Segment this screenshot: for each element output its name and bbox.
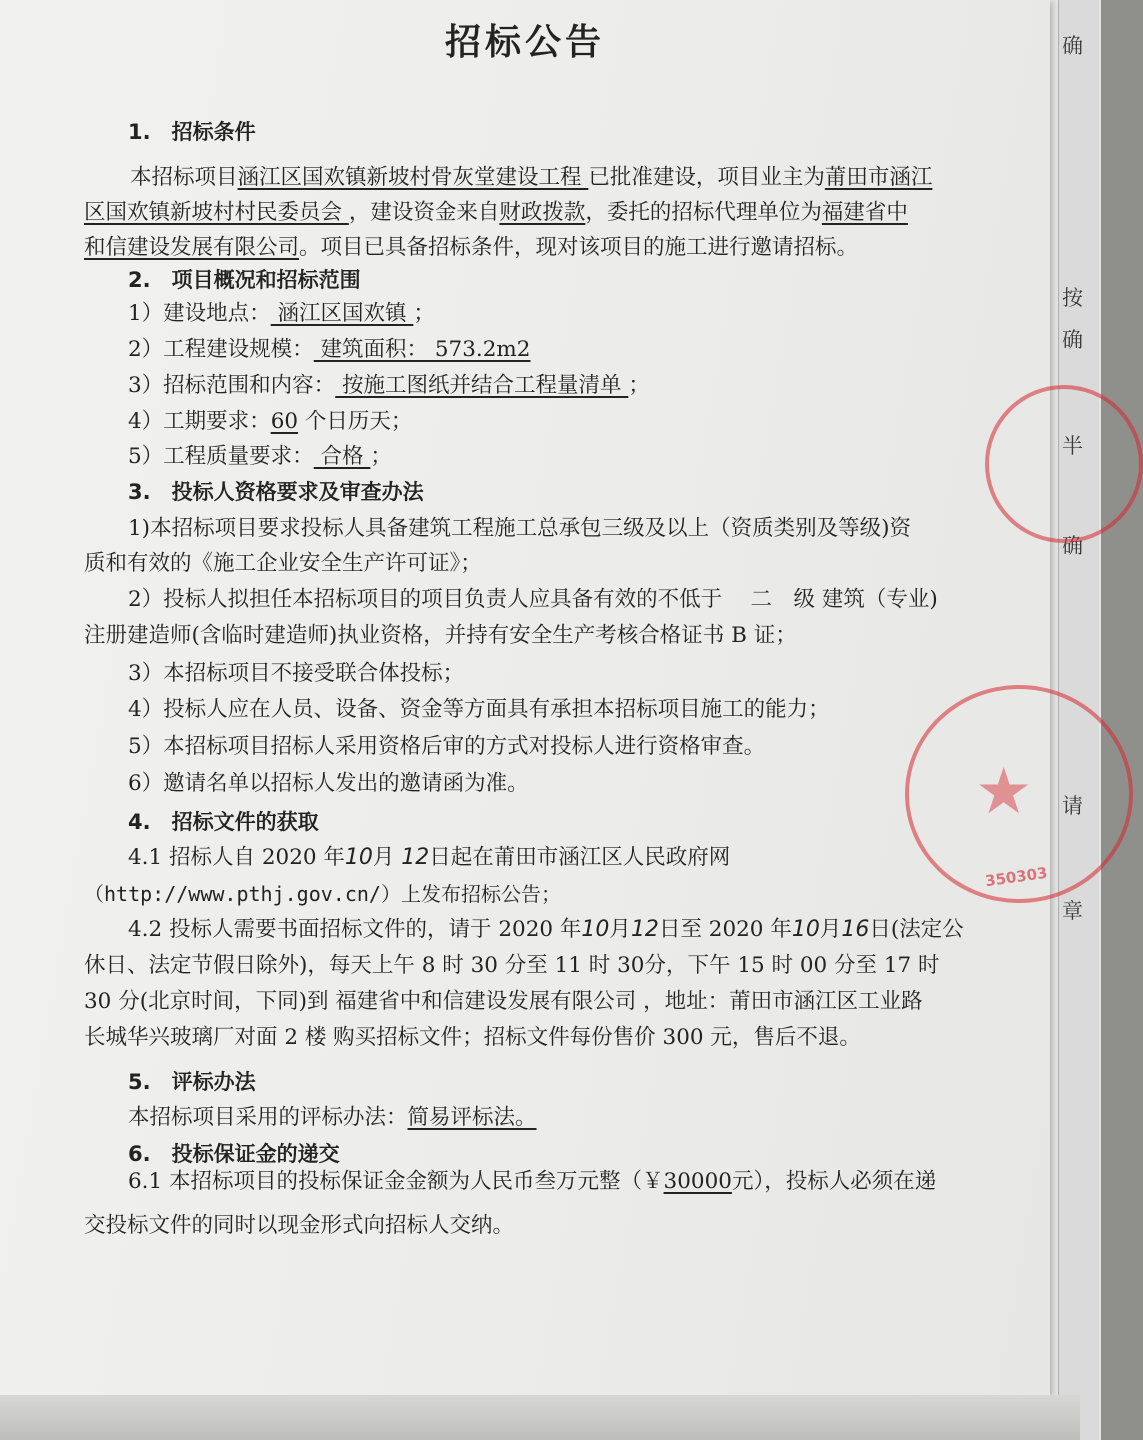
text: ； bbox=[628, 373, 650, 398]
owner-name: 莆田市涵江 bbox=[824, 165, 933, 190]
handwritten-month: 10 bbox=[344, 845, 373, 870]
label: 3）招标范围和内容： bbox=[128, 373, 336, 398]
section-1-line-1 bbox=[130, 164, 932, 192]
agent-name: 福建省中 bbox=[821, 200, 908, 225]
page-bottom-edge bbox=[0, 1395, 1080, 1440]
qualification-4: 4）投标人应在人员、设备、资金等方面具有承担本招标项目施工的能力； bbox=[128, 697, 830, 722]
qualification-1a: 1)本招标项目要求投标人具备建筑工程施工总承包三级及以上（资质类别及等级)资 bbox=[128, 516, 911, 541]
label: 2）工程建设规模： bbox=[128, 337, 314, 362]
evaluation-method bbox=[128, 1104, 537, 1132]
text: 日至 2020 年 bbox=[658, 917, 792, 942]
text: 4.2 投标人需要书面招标文件的，请于 2020 年 bbox=[128, 917, 582, 942]
value: 建筑面积： 573.2m2 bbox=[313, 337, 531, 362]
text: 月 bbox=[372, 845, 395, 870]
method-value: 简易评标法。 bbox=[407, 1105, 537, 1130]
quality-requirement bbox=[128, 443, 392, 471]
edge-glyph: 请 bbox=[1062, 794, 1083, 818]
qualification-5: 5）本招标项目招标人采用资格后审的方式对投标人进行资格审查。 bbox=[128, 734, 766, 759]
handwritten-month: 10 bbox=[791, 917, 820, 942]
value: 按施工图纸并结合工程量清单 bbox=[335, 373, 629, 398]
qualification-2a: 2）投标人拟担任本招标项目的项目负责人应具备有效的不低于 二 级 建筑（专业) bbox=[128, 587, 938, 612]
doc-purchase-1 bbox=[128, 916, 964, 944]
qualification-3: 3）本招标项目不接受联合体投标； bbox=[128, 661, 465, 686]
agent-name: 和信建设发展有限公司 bbox=[84, 235, 300, 260]
text: ； bbox=[370, 444, 392, 469]
edge-glyph: 按 bbox=[1062, 286, 1083, 310]
text: 已批准建设，项目业主为 bbox=[588, 165, 825, 190]
section-4-heading: 4. 招标文件的获取 bbox=[128, 810, 319, 834]
text: 。项目已具备招标条件，现对该项目的施工进行邀请招标。 bbox=[299, 235, 859, 260]
section-1-line-3 bbox=[84, 234, 858, 262]
handwritten-day: 12 bbox=[630, 917, 659, 942]
text: 个日历天； bbox=[298, 409, 413, 434]
value: 60 bbox=[270, 409, 299, 434]
text: 4.1 招标人自 2020 年 bbox=[128, 845, 345, 870]
edge-glyph: 半 bbox=[1062, 434, 1083, 458]
page-title: 招标公告 bbox=[444, 21, 605, 63]
label: 5）工程质量要求： bbox=[128, 444, 314, 469]
project-name: 涵江区国欢镇新坡村骨灰堂建设工程 bbox=[237, 165, 589, 190]
section-6-heading: 6. 投标保证金的递交 bbox=[128, 1142, 340, 1166]
text: 本招标项目采用的评标办法： bbox=[128, 1105, 408, 1130]
text: ； bbox=[413, 301, 435, 326]
edge-glyph: 确 bbox=[1062, 534, 1083, 558]
text: 月 bbox=[819, 917, 842, 942]
duration bbox=[128, 408, 412, 436]
deposit-1 bbox=[128, 1168, 936, 1196]
section-1-heading: 1. 招标条件 bbox=[128, 120, 256, 144]
section-3-heading: 3. 投标人资格要求及审查办法 bbox=[128, 480, 424, 504]
website-url: （http://www.pthj.gov.cn/）上发布招标公告； bbox=[84, 882, 561, 906]
label: 1）建设地点： bbox=[128, 301, 271, 326]
text: 6.1 本招标项目的投标保证金金额为人民币叁万元整（￥ bbox=[128, 1169, 664, 1194]
doc-purchase-2: 休日、法定节假日除外)，每天上午 8 时 30 分至 11 时 30分，下午 15 时 00 分至 17 时 bbox=[84, 953, 940, 978]
seal-stamp-code: 350303 bbox=[984, 863, 1049, 891]
deposit-amount: 30000 bbox=[663, 1169, 732, 1194]
value: 涵江区国欢镇 bbox=[270, 301, 414, 326]
doc-purchase-3: 30 分(北京时间，下同)到 福建省中和信建设发展有限公司 ，地址：莆田市涵江区工业路 bbox=[84, 989, 923, 1014]
text: 日(法定公 bbox=[869, 917, 964, 942]
label: 4）工期要求： bbox=[128, 409, 271, 434]
fund-source: 财政拨款 bbox=[499, 200, 586, 225]
star-icon: ★ bbox=[975, 755, 1033, 829]
text: ，委托的招标代理单位为 bbox=[585, 200, 822, 225]
qualification-2b: 注册建造师(含临时建造师)执业资格，并持有安全生产考核合格证书 B 证； bbox=[84, 623, 797, 648]
handwritten-day: 16 bbox=[841, 917, 870, 942]
edge-glyph: 章 bbox=[1062, 899, 1083, 923]
seal-stamp-owner bbox=[985, 385, 1143, 543]
qualification-6: 6）邀请名单以招标人发出的邀请函为准。 bbox=[128, 771, 529, 796]
owner-name: 区国欢镇新坡村村民委员会 bbox=[84, 200, 349, 225]
doc-release bbox=[128, 844, 730, 872]
section-1-line-2 bbox=[84, 199, 908, 227]
value: 合格 bbox=[313, 444, 371, 469]
text: ，建设资金来自 bbox=[348, 200, 500, 225]
section-5-heading: 5. 评标办法 bbox=[128, 1070, 256, 1094]
project-scale bbox=[128, 336, 530, 364]
site-location bbox=[128, 300, 435, 328]
text: 元），投标人必须在递 bbox=[731, 1169, 937, 1194]
handwritten-day: 12 bbox=[401, 845, 430, 870]
text: 日起在莆田市涵江区人民政府网 bbox=[429, 845, 731, 870]
bid-scope bbox=[128, 372, 650, 400]
section-2-heading: 2. 项目概况和招标范围 bbox=[128, 268, 361, 292]
doc-purchase-4: 长城华兴玻璃厂对面 2 楼 购买招标文件；招标文件每份售价 300 元，售后不退。 bbox=[84, 1025, 861, 1050]
text: 本招标项目 bbox=[130, 165, 238, 190]
text: 月 bbox=[609, 917, 631, 942]
edge-glyph: 确 bbox=[1062, 328, 1083, 352]
handwritten-month: 10 bbox=[581, 917, 610, 942]
qualification-1b: 质和有效的《施工企业安全生产许可证》； bbox=[84, 551, 482, 576]
deposit-2: 交投标文件的同时以现金形式向招标人交纳。 bbox=[84, 1213, 515, 1238]
edge-glyph: 确 bbox=[1062, 34, 1083, 58]
